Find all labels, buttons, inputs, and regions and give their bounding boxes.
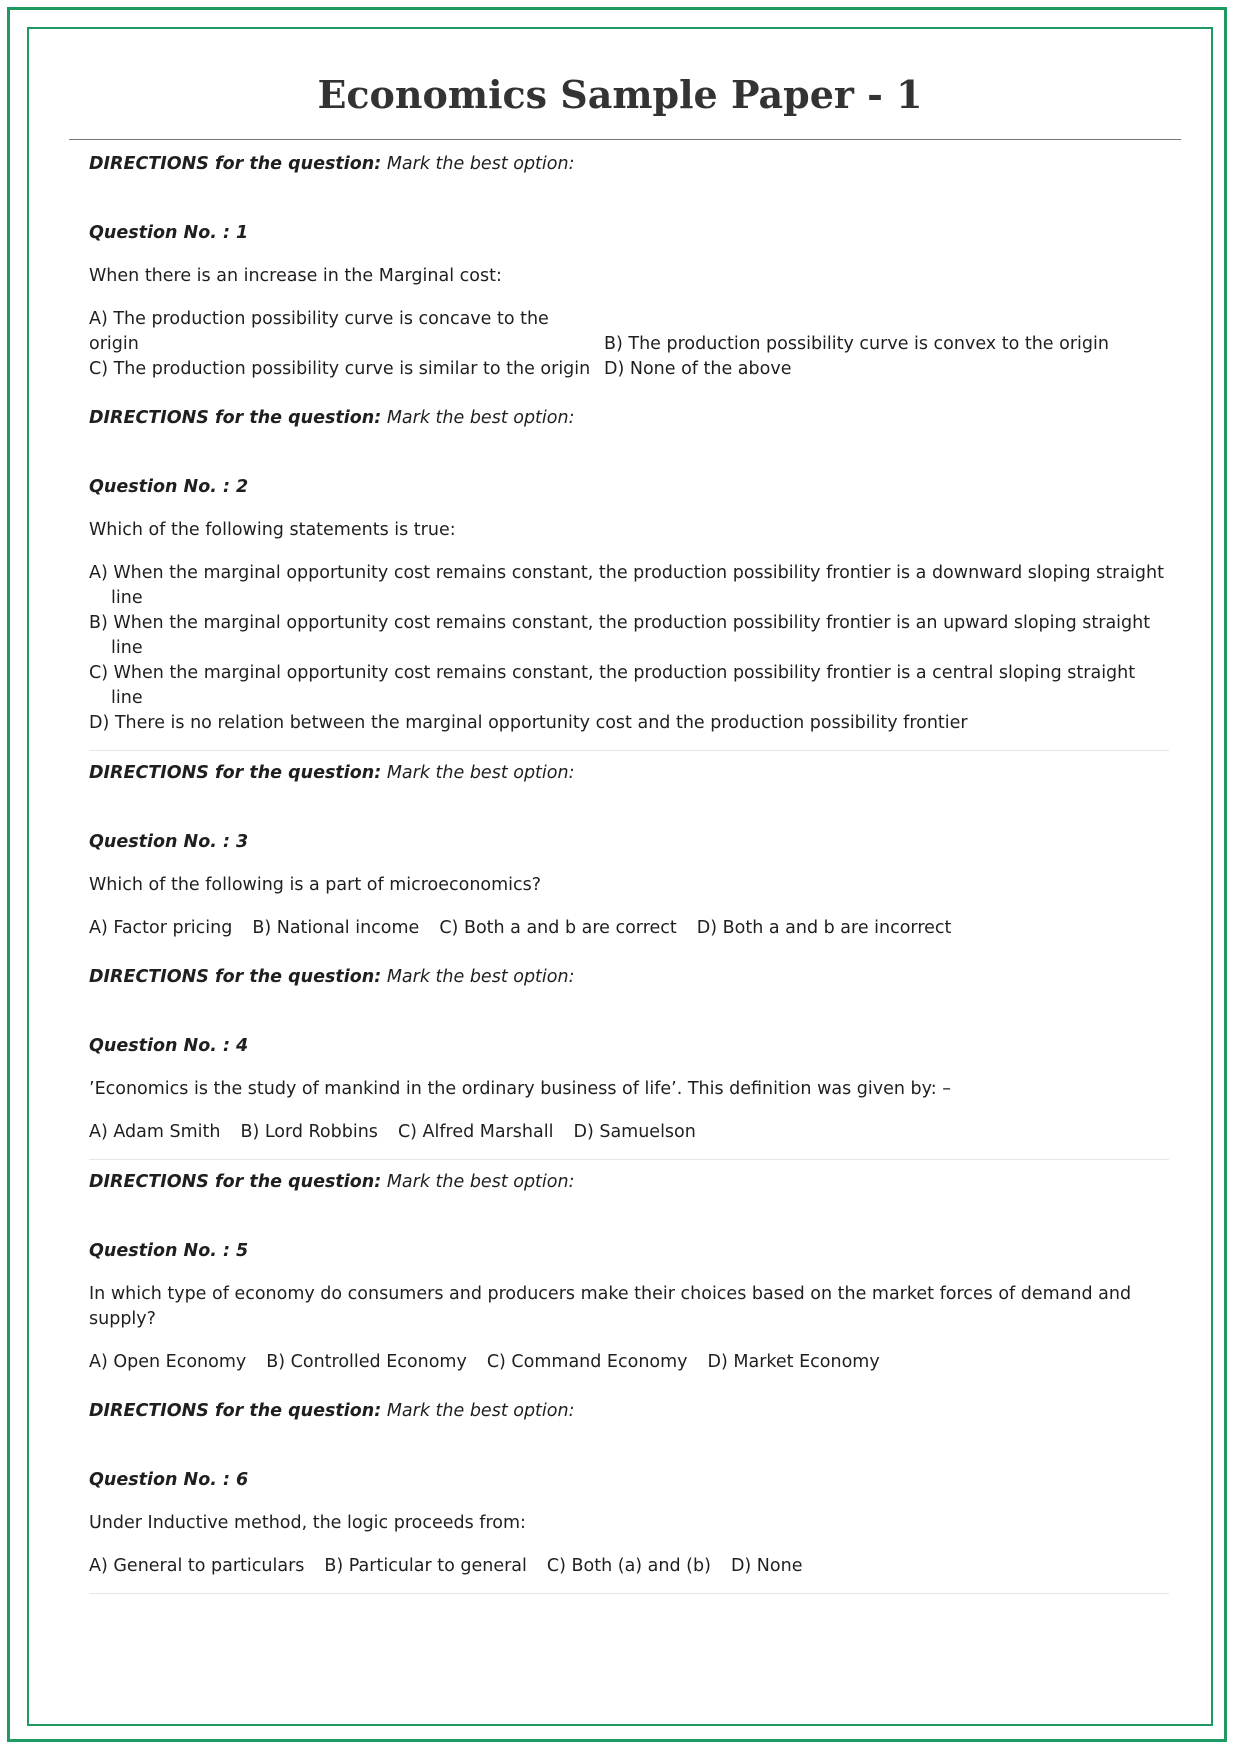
option-c: C) The production possibility curve is similar to the origin — [89, 359, 591, 379]
options — [89, 1120, 1169, 1145]
option-c: C) Alfred Marshall — [397, 1122, 554, 1142]
directions-label: DIRECTIONS for the question: — [89, 763, 382, 783]
options — [89, 1554, 1169, 1579]
option-b: B) The production possibility curve is convex to the origin — [604, 334, 1109, 354]
question-number: Question No. : 6 — [89, 1470, 249, 1490]
option-c: C) When the marginal opportunity cost remains constant, the production possibility frontier is a central sloping straight line — [89, 663, 1136, 708]
question-text: Which of the following is a part of microeconomics? — [89, 875, 542, 895]
question-number: Question No. : 4 — [89, 1036, 249, 1056]
option-b: B) When the marginal opportunity cost remains constant, the production possibility frontier is an upward sloping straight line — [89, 613, 1151, 658]
option-d: D) There is no relation between the marginal opportunity cost and the production possibility frontier — [89, 713, 968, 733]
option-a: A) When the marginal opportunity cost remains constant, the production possibility frontier is a downward sloping straight line — [89, 563, 1164, 608]
option-c: C) Command Economy — [486, 1352, 688, 1372]
option-c: C) Both (a) and (b) — [546, 1556, 711, 1576]
option-a: A) Factor pricing — [89, 918, 233, 938]
question-number: Question No. : 2 — [89, 477, 249, 497]
directions-label: DIRECTIONS for the question: — [89, 967, 382, 987]
question-block — [89, 1170, 1169, 1399]
option-d: D) Both a and b are incorrect — [696, 918, 952, 938]
question-text: Which of the following statements is true: — [89, 520, 456, 540]
directions-text: Mark the best option: — [386, 154, 575, 174]
directions-text: Mark the best option: — [386, 1172, 575, 1192]
question-text: Under Inductive method, the logic proceeds from: — [89, 1513, 526, 1533]
question-text: When there is an increase in the Marginal cost: — [89, 266, 502, 286]
option-a: A) General to particulars — [89, 1556, 305, 1576]
option-d: D) None of the above — [604, 359, 792, 379]
option-b: B) National income — [252, 918, 420, 938]
question-number: Question No. : 1 — [89, 223, 249, 243]
option-d: D) Market Economy — [707, 1352, 880, 1372]
option-d: D) None — [730, 1556, 803, 1576]
option-b: B) Lord Robbins — [240, 1122, 378, 1142]
directions-label: DIRECTIONS for the question: — [89, 1172, 382, 1192]
question-text: In which type of economy do consumers and producers make their choices based on the market forces of demand and supply? — [89, 1284, 1132, 1329]
options — [89, 1350, 1169, 1375]
directions — [89, 1399, 1169, 1424]
question-block — [89, 761, 1169, 965]
title-divider — [69, 139, 1181, 140]
question-text: ’Economics is the study of mankind in the ordinary business of life’. This definition was given by: – — [89, 1079, 951, 1099]
directions — [89, 406, 1169, 431]
question-block — [89, 1399, 1169, 1594]
option-a: A) Adam Smith — [89, 1122, 221, 1142]
option-c: C) Both a and b are correct — [439, 918, 677, 938]
directions — [89, 1170, 1169, 1195]
question-block — [89, 965, 1169, 1160]
options — [89, 561, 1169, 736]
directions-text: Mark the best option: — [386, 408, 575, 428]
option-b: B) Particular to general — [324, 1556, 527, 1576]
directions — [89, 965, 1169, 990]
question-list — [89, 152, 1169, 1604]
options — [89, 916, 1169, 941]
directions-text: Mark the best option: — [386, 967, 575, 987]
question-number: Question No. : 5 — [89, 1241, 249, 1261]
directions-label: DIRECTIONS for the question: — [89, 154, 382, 174]
directions — [89, 152, 1169, 177]
question-block — [89, 152, 1169, 406]
option-d: D) Samuelson — [573, 1122, 696, 1142]
question-number: Question No. : 3 — [89, 832, 249, 852]
page-title: Economics Sample Paper - 1 — [317, 72, 923, 117]
option-a: A) Open Economy — [89, 1352, 247, 1372]
directions-label: DIRECTIONS for the question: — [89, 408, 382, 428]
directions — [89, 761, 1169, 786]
directions-text: Mark the best option: — [386, 1401, 575, 1421]
option-a: A) The production possibility curve is concave to the origin — [89, 309, 549, 354]
question-block — [89, 406, 1169, 751]
directions-label: DIRECTIONS for the question: — [89, 1401, 382, 1421]
options — [89, 307, 1169, 382]
directions-text: Mark the best option: — [386, 763, 575, 783]
option-b: B) Controlled Economy — [266, 1352, 467, 1372]
